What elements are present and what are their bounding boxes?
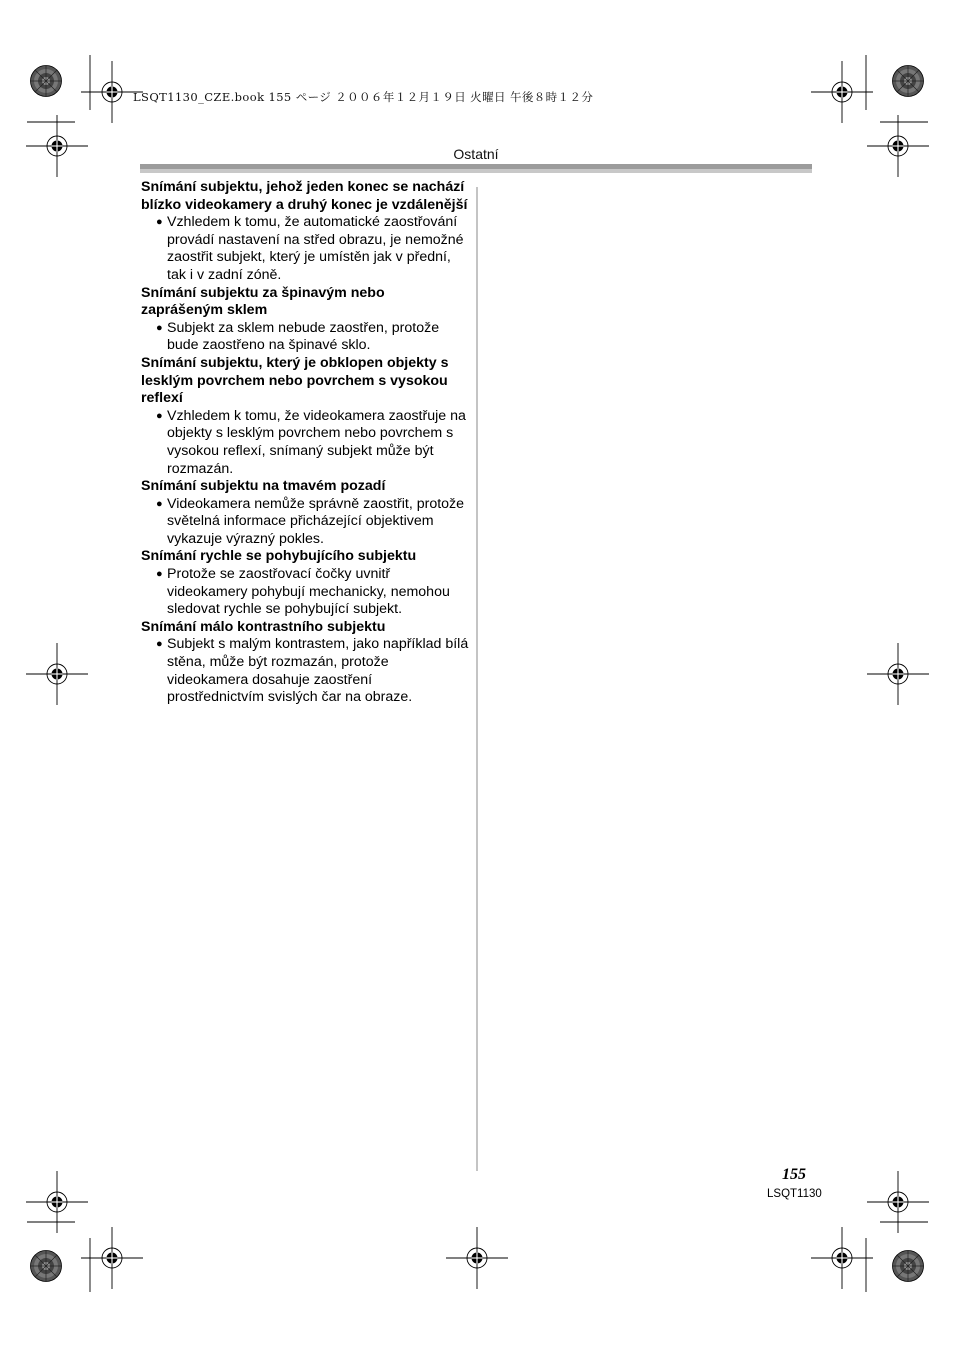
bullet-text: Subjekt s malým kontrastem, jako například bílá stěna, může být rozmazán, protože videokamera dosahuje zaostření prostřednictvím svislých čar na obraze. <box>167 636 469 706</box>
document-code: LSQT1130 <box>767 1188 822 1200</box>
section-heading: Snímání rychle se pohybujícího subjektu <box>141 548 417 565</box>
bullet-icon: ● <box>156 321 163 334</box>
bullet-item <box>141 408 469 478</box>
bullet-text: Protože se zaostřovací čočky uvnitř videokamery pohybují mechanicky, nemohou sledovat rychle se pohybující subjekt. <box>167 566 450 618</box>
bullet-text: Subjekt za sklem nebude zaostřen, protože bude zaostřeno na špinavé sklo. <box>167 319 440 354</box>
page-number: 155 <box>782 1166 806 1183</box>
bullet-item <box>141 636 469 706</box>
bullet-icon: ● <box>156 638 163 651</box>
bullet-icon: ● <box>156 216 163 229</box>
section-heading: Snímání subjektu, jehož jeden konec se nachází blízko videokamery a druhý konec je vzdálenější <box>141 179 468 213</box>
bullet-icon: ● <box>156 568 163 581</box>
bullet-text: Vzhledem k tomu, že automatické zaostřování provádí nastavení na střed obrazu, je nemožné zaostřit subjekt, který je umístěn jak v přední, tak i v zadní zóně. <box>167 214 464 283</box>
section-heading: Snímání subjektu na tmavém pozadí <box>141 478 386 495</box>
section-heading: Snímání málo kontrastního subjektu <box>141 618 386 635</box>
bullet-text: Vzhledem k tomu, že videokamera zaostřuje na objekty s lesklým povrchem nebo povrchem s vysokou reflexí, snímaný subjekt může být rozmazán. <box>167 407 466 477</box>
column-divider <box>476 187 478 1171</box>
bullet-icon: ● <box>156 497 163 510</box>
bullet-item <box>141 566 469 619</box>
bullet-text: Videokamera nemůže správně zaostřit, protože světelná informace přicházející objektivem vykazuje výrazný pokles. <box>167 495 465 547</box>
section-heading: Snímání subjektu za špinavým nebo zaprášeným sklem <box>141 284 385 319</box>
bullet-item <box>141 214 469 284</box>
main-content <box>141 179 469 707</box>
bullet-icon: ● <box>156 409 163 422</box>
bullet-item <box>141 496 469 549</box>
section-heading: Snímání subjektu, který je obklopen objekty s lesklým povrchem nebo povrchem s vysokou reflexí <box>141 354 449 407</box>
title-bar <box>140 164 812 173</box>
print-file-header: LSQT1130_CZE.book 155 ページ ２００６年１２月１９日 火曜日 午後８時１２分 <box>133 90 594 104</box>
bullet-item <box>141 320 469 355</box>
section-title: Ostatní <box>453 146 499 162</box>
